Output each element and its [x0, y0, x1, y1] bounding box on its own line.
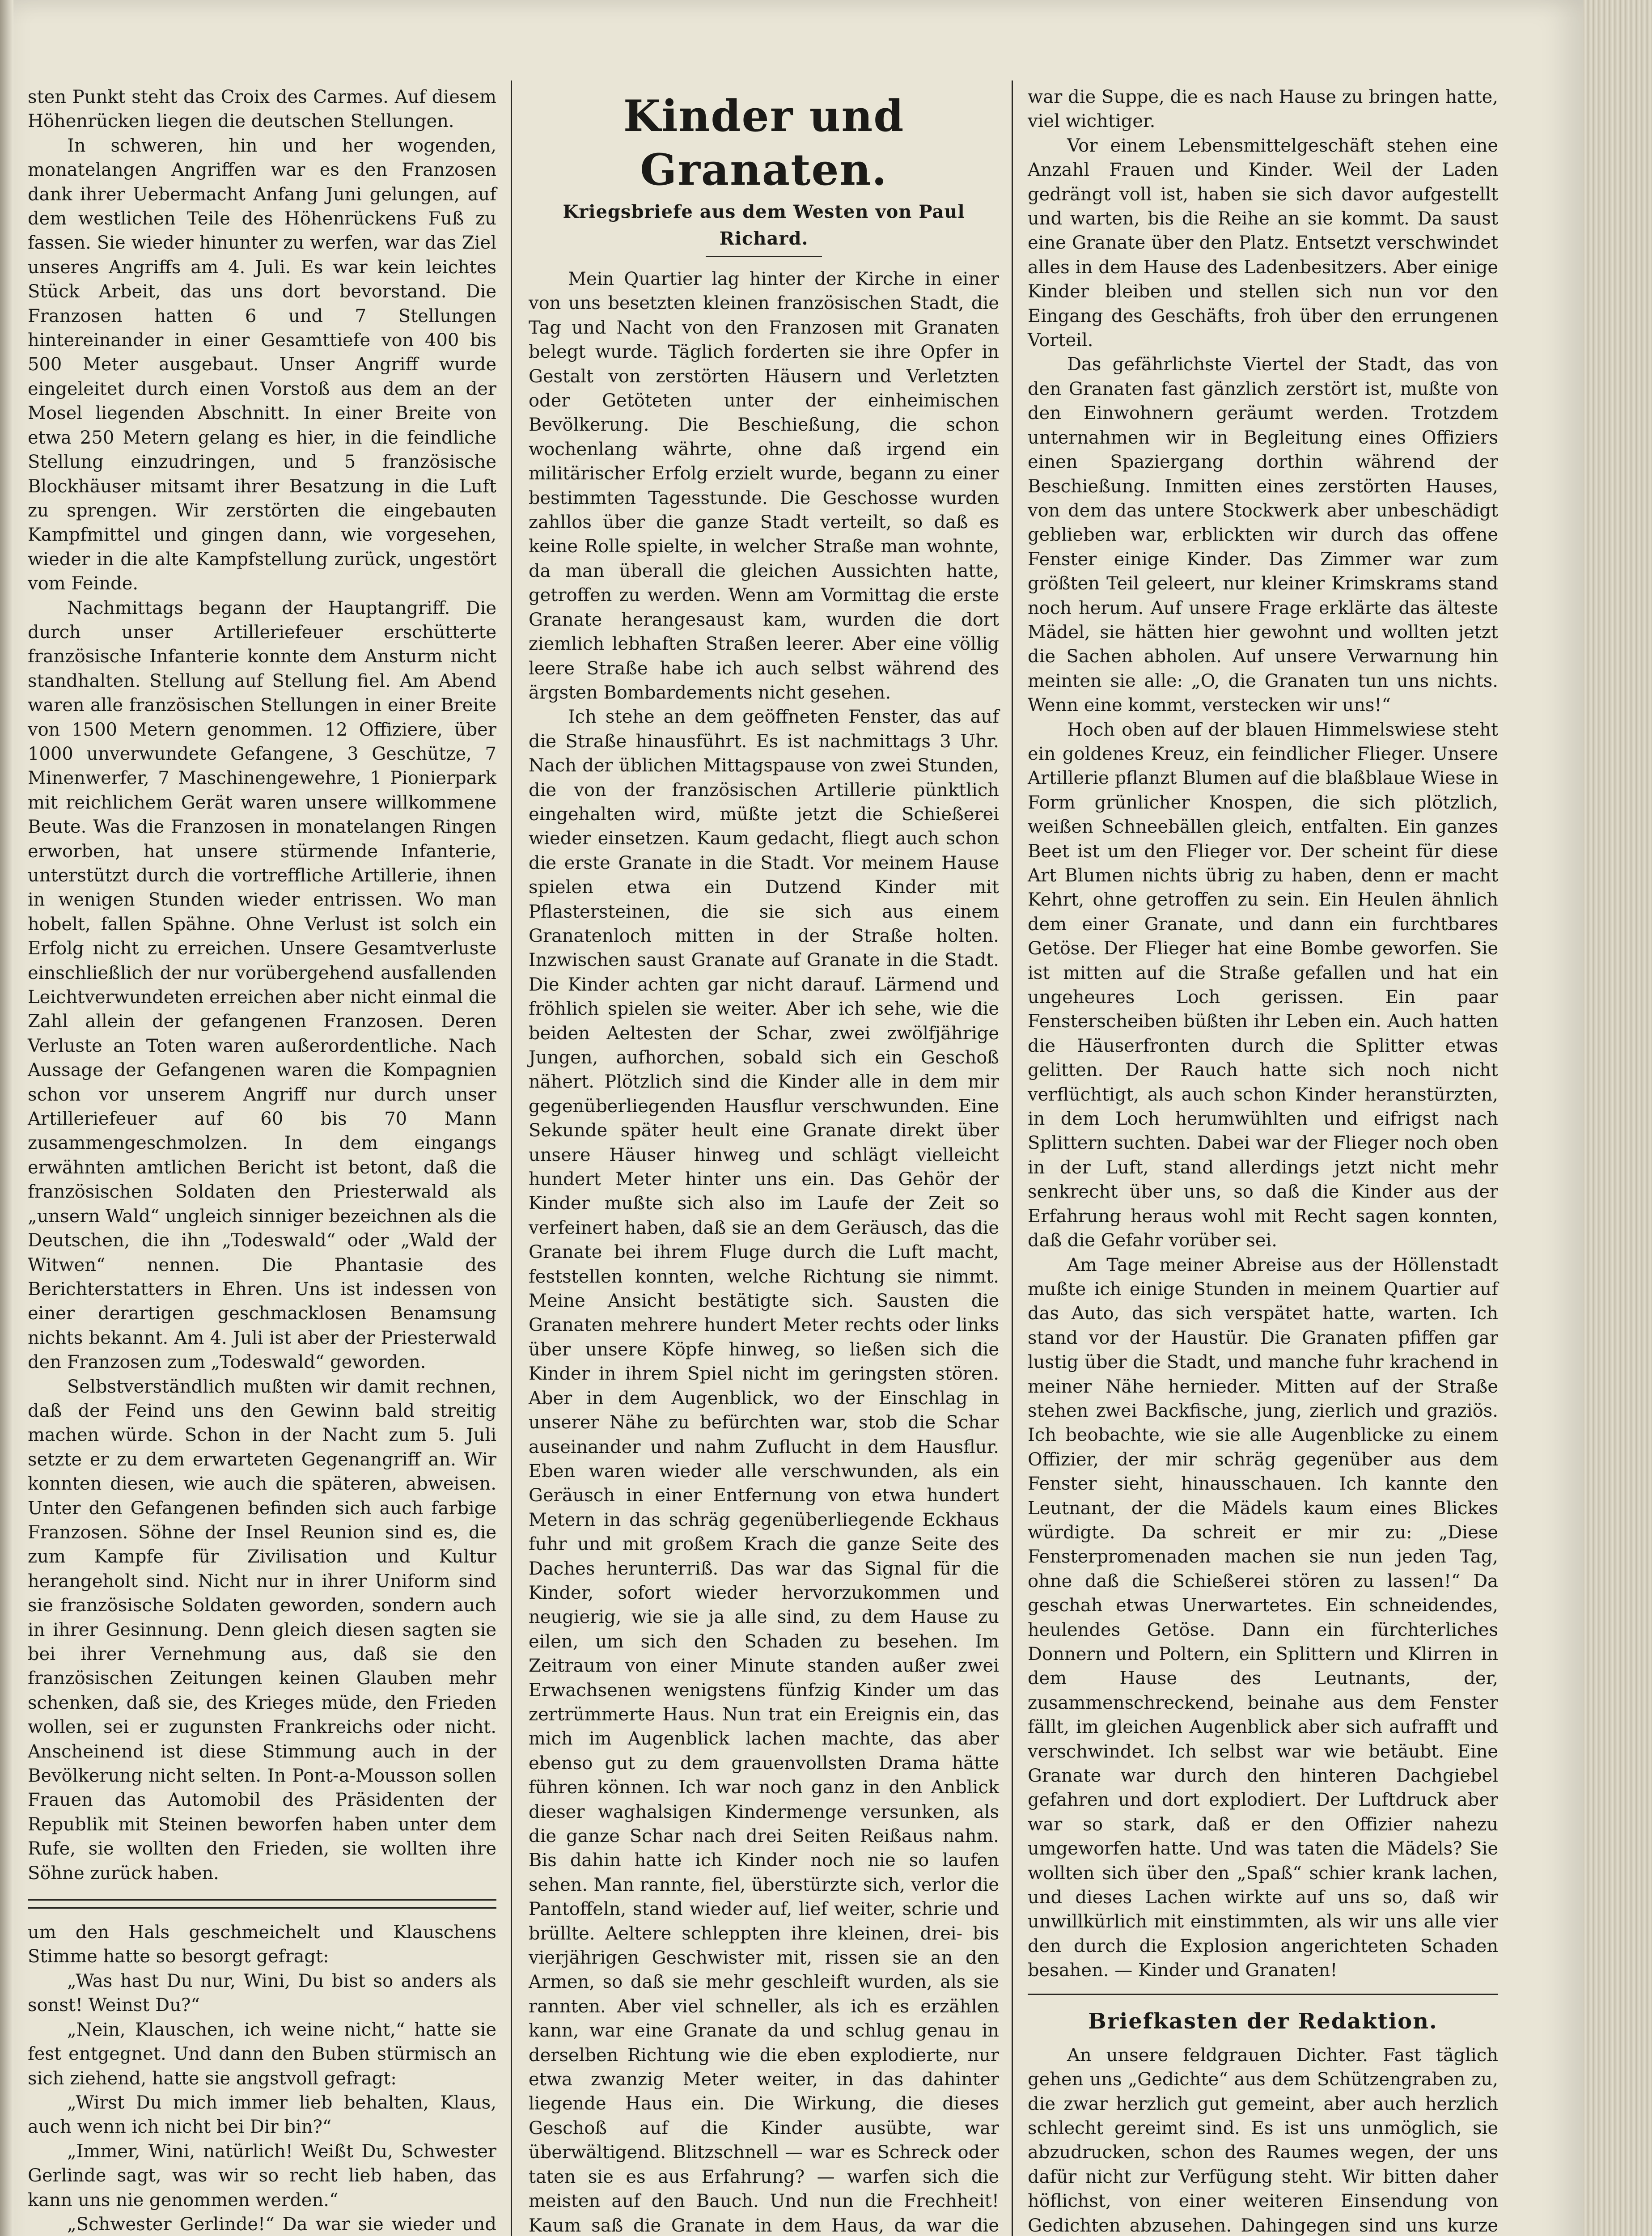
section-divider	[28, 1899, 496, 1909]
story-paragraph: um den Hals geschmeichelt und Klauschens Stimme hatte so besorgt gefragt:	[28, 1922, 496, 1967]
article-paragraph: Hoch oben auf der blauen Himmelswiese steht ein goldenes Kreuz, ein feindlicher Flieger. Unsere Artillerie pflanzt Blumen auf die blaßblaue Wiese in Form grünlicher Knospen, die sich plötzlich, weißen Schneebällen gleich, entfalten. Ein ganzes Beet ist um den Flieger vor. Der scheint für diese Art Blumen nichts übrig zu haben, denn er macht Kehrt, ohne getroffen zu sein. Ein Heulen ähnlich dem einer Granate, und dann ein furchtbares Getöse. Der Flieger hat eine Bombe geworfen. Sie ist mitten auf die Straße gefallen und hat ein ungeheures Loch gerissen. Ein paar Fensterscheiben büßten ihr Leben ein. Auch hatten die Häuserfronten durch die Splitter etwas gelitten. Der Rauch hatte sich noch nicht verflüchtigt, als auch schon Kinder heranstürzten, in dem Loch herumwühlten und eifrigst nach Splittern suchten. Dabei war der Flieger noch oben in der Luft, stand allerdings jetzt nicht mehr senkrecht über uns, so daß die Kinder aus der Erfahrung heraus wohl mit Recht sagen konnten, daß die Gefahr vorüber sei.	[1028, 719, 1498, 1251]
briefkasten-heading: Briefkasten der Redaktion.	[1088, 2008, 1438, 2034]
story-paragraph: „Nein, Klauschen, ich weine nicht,“ hatte sie fest entgegnet. Und dann den Buben stürmisch an sich ziehend, hatte sie angstvoll gefragt:	[28, 2019, 496, 2089]
article-paragraph: Ich stehe an dem geöffneten Fenster, das auf die Straße hinausführt. Es ist nachmittags 3 Uhr. Nach der üblichen Mittagspause von zwei Stunden, die von der französischen Artillerie pünktlich eingehalten wird, müßte jetzt die Schießerei wieder einsetzen. Kaum gedacht, fliegt auch schon die erste Granate in die Stadt. Vor meinem Hause spielen etwa ein Dutzend Kinder mit Pflastersteinen, die sie sich aus einem Granatenloch mitten in der Straße holten. Inzwischen saust Granate auf Granate in die Stadt. Die Kinder achten gar nicht darauf. Lärmend und fröhlich spielen sie weiter. Aber ich sehe, wie die beiden Aeltesten der Schar, zwei zwölfjährige Jungen, aufhorchen, sobald sich ein Geschoß nähert. Plötzlich sind die Kinder alle in dem mir gegenüberliegenden Hausflur verschwunden. Eine Sekunde später heult eine Granate direkt über unsere Häuser hinweg und schlägt vielleicht hundert Meter hinter uns ein. Das Gehör der Kinder mußte sich also im Laufe der Zeit so verfeinert haben, daß sie an dem Geräusch, das die Granate bei ihrem Fluge durch die Luft macht, feststellen konnten, welche Richtung sie nimmt. Meine Ansicht bestätigte sich. Sausten die Granaten mehrere hundert Meter rechts oder links über unsere Köpfe hinweg, so ließen sich die Kinder in ihrem Spiel nicht im geringsten stören. Aber in dem Augenblick, wo der Einschlag in unserer Nähe zu befürchten war, stob die Schar auseinander und nahm Zuflucht in dem Hausflur. Eben waren wieder alle verschwunden, als ein Geräusch in einer Entfernung von etwa hundert Metern in das schräg gegenüberliegende Eckhaus fuhr und mit großem Krach die ganze Seite des Daches herunterriß. Das war das Signal für die Kinder, sofort wieder hervorzukommen und neugierig, wie sie ja alle sind, zu dem Hause zu eilen, um sich den Schaden zu besehen. Im Zeitraum von einer Minute standen außer zwei Erwachsenen wenigstens fünfzig Kinder um das zertrümmerte Haus. Nun trat ein Ereignis ein, das mich im Augenblick lachen machte, das aber ebenso gut zu dem grauenvollsten Drama hätte führen können. Ich war noch ganz in den Anblick dieser waghalsigen Kindermenge versunken, als die ganze Schar nach drei Seiten Reißaus nahm. Bis dahin hatte ich Kinder noch nie so laufen sehen. Man rannte, fiel, überstürzte sich, verlor die Pantoffeln, stand wieder auf, lief weiter, schrie und brüllte. Aeltere schleppten ihre kleinen, drei- bis vierjährigen Geschwister mit, rissen sie an den Armen, so daß sie mehr geschleift wurden, als sie rannten. Aber viel schneller, als ich es erzählen kann, war eine Granate da und schlug genau in derselben Richtung wie die eben explodierte, nur etwa zwanzig Meter weiter, in das dahinter liegende Haus ein. Die Wirkung, die dieses Geschoß auf die Kinder ausübte, war überwältigend. Blitzschnell — war es Schreck oder taten sie es aus Erfahrung? — warfen sich die meisten auf den Bauch. Und nun die Frechheit! Kaum saß die Granate in dem Haus, da war die	[529, 707, 999, 2236]
article-paragraph: Das gefährlichste Viertel der Stadt, das von den Granaten fast gänzlich zerstört ist, mußte von den Einwohnern geräumt werden. Trotzdem unternahmen wir in Begleitung eines Offiziers einen Spaziergang dorthin während der Beschießung. Inmitten eines zerstörten Hauses, von dem das untere Stockwerk aber unbeschädigt geblieben war, erblickten wir durch das offene Fenster einige Kinder. Das Zimmer war zum größten Teil geleert, nur kleiner Krimskrams stand noch herum. Auf unsere Frage erklärte das älteste Mädel, sie hätten hier gewohnt und wollten jetzt die Sachen abholen. Auf unsere Verwarnung hin meinten sie alle: „O, die Granaten tun uns nichts. Wenn eine kommt, verstecken wir uns!“	[1028, 354, 1498, 716]
column-rule-2	[1012, 80, 1013, 2236]
column-right	[1028, 85, 1498, 2236]
story-paragraph: „Immer, Wini, natürlich! Weißt Du, Schwester Gerlinde sagt, was wir so recht lieb haben, das kann uns nie genommen werden.“	[28, 2141, 496, 2211]
article-paragraph: Vor einem Lebensmittelgeschäft stehen eine Anzahl Frauen und Kinder. Weil der Laden gedrängt voll ist, haben sie sich davor aufgestellt und warten, bis die Reihe an sie kommt. Da saust eine Granate über den Platz. Entsetzt verschwindet alles in dem Hause des Ladenbesitzers. Aber einige Kinder bleiben und stellen sich nun vor den Eingang des Geschäfts, froh über den errungenen Vorteil.	[1028, 135, 1498, 351]
column-left	[28, 85, 496, 2236]
article-paragraph: war die Suppe, die es nach Hause zu bringen hatte, viel wichtiger.	[1028, 87, 1498, 132]
article-title: Kinder und Granaten.	[623, 91, 905, 195]
page-edge	[1583, 0, 1652, 2236]
article-paragraph: Am Tage meiner Abreise aus der Höllenstadt mußte ich einige Stunden in meinem Quartier auf das Auto, das sich verspätet hatte, warten. Ich stand vor der Haustür. Die Granaten pfiffen gar lustig über die Stadt, und manche fuhr krachend in meiner Nähe hernieder. Mitten auf der Straße stehen zwei Backfische, jung, zierlich und graziös. Ich beobachte, wie sie alle Augenblicke zu einem Offizier, der mir schräg gegenüber aus dem Fenster sieht, hinausschauen. Ich kannte den Leutnant, der die Mädels kaum eines Blickes würdigte. Da schreit er mir zu: „Diese Fensterpromenaden machen sie nun jeden Tag, ohne daß die Schießerei stören zu lassen!“ Da geschah etwas Unerwartetes. Ein schneidendes, heulendes Getöse. Dann ein fürchterliches Donnern und Poltern, ein Splittern und Klirren in dem Hause des Leutnants, der, zusammenschreckend, beinahe aus dem Fenster fällt, im gleichen Augenblick aber sich aufrafft und verschwindet. Ich selbst war wie betäubt. Eine Granate war durch den hinteren Dachgiebel gefahren und dort explodiert. Der Luftdruck aber war so stark, daß er den Offizier nahezu umgeworfen hatte. Und was taten die Mädels? Sie wollten sich über den „Spaß“ schier krank lachen, und dieses Lachen wirkte auf uns so, daß wir unwillkürlich mit einstimmten, als wir uns alle vier den durch die Explosion angerichteten Schaden besahen. — Kinder und Granaten!	[1028, 1254, 1498, 1981]
article-paragraph: In schweren, hin und her wogenden, monatelangen Angriffen war es den Franzosen dank ihrer Uebermacht Anfang Juni gelungen, auf dem westlichen Teile des Höhenrückens Fuß zu fassen. Sie wieder hinunter zu werfen, war das Ziel unseres Angriffs am 4. Juli. Es war kein leichtes Stück Arbeit, das uns dort bevorstand. Die Franzosen hatten 6 und 7 Stellungen hintereinander in einer Gesamttiefe von 400 bis 500 Meter ausgebaut. Unser Angriff wurde eingeleitet durch einen Vorstoß aus dem an der Mosel liegenden Abschnitt. In einer Breite von etwa 250 Metern gelang es hier, in die feindliche Stellung einzudringen, und 5 französische Blockhäuser mitsamt ihrer Besatzung in die Luft zu sprengen. Wir zerstörten die eingebauten Kampfmittel und gingen dann, wie vorgesehen, wieder in die alte Kampfstellung zurück, ungestört vom Feinde.	[28, 135, 496, 594]
page-gutter	[0, 0, 13, 2236]
story-paragraph: „Wirst Du mich immer lieb behalten, Klaus, auch wenn ich nicht bei Dir bin?“	[28, 2092, 496, 2138]
column-middle	[529, 85, 999, 2236]
briefkasten-text: An unsere feldgrauen Dichter. Fast täglich gehen uns „Gedichte“ aus dem Schützengraben zu, die zwar herzlich gut gemeint, aber auch herzlich schlecht gereimt sind. Es ist uns unmöglich, sie abzudrucken, schon des Raumes wegen, der uns dafür nicht zur Verfügung steht. Wir bitten daher höflichst, von einer weiteren Einsendung von Gedichten abzusehen. Dahingegen sind uns kurze	[1028, 2045, 1498, 2236]
serial-story	[28, 1920, 496, 2236]
article-paragraph: Nachmittags begann der Hauptangriff. Die durch unser Artilleriefeuer erschütterte französische Infanterie konnte dem Ansturm nicht standhalten. Stellung auf Stellung fiel. Am Abend waren alle französischen Stellungen in einer Breite von 1500 Metern genommen. 12 Offiziere, über 1000 unverwundete Gefangene, 3 Geschütze, 7 Minenwerfer, 7 Maschinengewehre, 1 Pionierpark mit reichlichem Gerät waren unsere willkommene Beute. Was die Franzosen in monatelangen Ringen erworben, hat unsere stürmende Infanterie, unterstützt durch die vortreffliche Artillerie, ihnen in wenigen Stunden wieder entrissen. Wo man hobelt, fallen Spähne. Ohne Verlust ist solch ein Erfolg nicht zu erreichen. Unsere Gesamtverluste einschließlich der nur vorübergehend ausfallenden Leichtverwundeten erreichen aber nicht einmal die Zahl allein der gefangenen Franzosen. Deren Verluste an Toten waren außerordentliche. Nach Aussage der Gefangenen waren die Kompagnien schon vor unserem Angriff nur durch unser Artilleriefeuer auf 60 bis 70 Mann zusammengeschmolzen. In dem eingangs erwähnten amtlichen Bericht ist betont, daß die französischen Soldaten den Priesterwald als „unsern Wald“ ungleich sinniger bezeichnen als die Deutschen, die ihn „Todeswald“ oder „Wald der Witwen“ nennen. Die Phantasie des Berichterstatters in Ehren. Uns ist indessen von einer derartigen geschmacklosen Benamsung nichts bekannt. Am 4. Juli ist aber der Priesterwald den Franzosen zum „Todeswald“ geworden.	[28, 597, 496, 1373]
story-paragraph: „Schwester Gerlinde!“ Da war sie wieder und	[67, 2214, 496, 2235]
article-paragraph: sten Punkt steht das Croix des Carmes. Auf diesem Höhenrücken liegen die deutschen Stellungen.	[28, 87, 496, 132]
war-report-article	[28, 85, 496, 1885]
story-paragraph: „Was hast Du nur, Wini, Du bist so anders als sonst! Weinst Du?“	[28, 1970, 496, 2016]
article-paragraph: Mein Quartier lag hinter der Kirche in einer von uns besetzten kleinen französischen Stadt, die Tag und Nacht von den Franzosen mit Granaten belegt wurde. Täglich forderten sie ihre Opfer in Gestalt von zerstörten Häusern und Verletzten oder Getöteten unter der einheimischen Bevölkerung. Die Beschießung, die schon wochenlang währte, ohne daß irgend ein militärischer Erfolg erzielt wurde, begann zu einer bestimmten Tagesstunde. Die Geschosse wurden zahllos über die ganze Stadt verteilt, so daß es keine Rolle spielte, in welcher Straße man wohnte, da man überall die gleichen Aussichten hatte, getroffen zu werden. Wenn am Vormittag die erste Granate herangesaust kam, wurden die dort ziemlich lebhaften Straßen leerer. Aber eine völlig leere Straße habe ich auch selbst während des ärgsten Bombardements nicht gesehen.	[529, 269, 999, 703]
column-rule-1	[511, 80, 512, 2236]
title-rule	[706, 256, 822, 257]
article-paragraph: Selbstverständlich mußten wir damit rechnen, daß der Feind uns den Gewinn bald streitig machen würde. Schon in der Nacht zum 5. Juli setzte er zu dem erwarteten Gegenangriff an. Wir konnten diesen, wie auch die späteren, abweisen. Unter den Gefangenen befinden sich auch farbige Franzosen. Söhne der Insel Reunion sind es, die zum Kampfe für Zivilisation und Kultur herangeholt sind. Nicht nur in ihrer Uniform sind sie französische Soldaten geworden, sondern auch in ihrer Gesinnung. Denn gleich diesen sagten sie bei ihrer Vernehmung aus, daß sie den französischen Zeitungen keinen Glauben mehr schenken, daß sie, des Krieges müde, den Frieden wollen, sei er zugunsten Frankreichs oder nicht. Anscheinend ist diese Stimmung auch in der Bevölkerung nicht selten. In Pont-a-Mousson sollen Frauen das Automobil des Präsidenten der Republik mit Steinen beworfen haben unter dem Rufe, sie wollten den Frieden, sie wollten ihre Söhne zurück haben.	[28, 1376, 496, 1884]
section-divider	[1028, 1994, 1498, 1995]
article-subtitle: Kriegsbriefe aus dem Westen von Paul Richard.	[563, 201, 965, 249]
